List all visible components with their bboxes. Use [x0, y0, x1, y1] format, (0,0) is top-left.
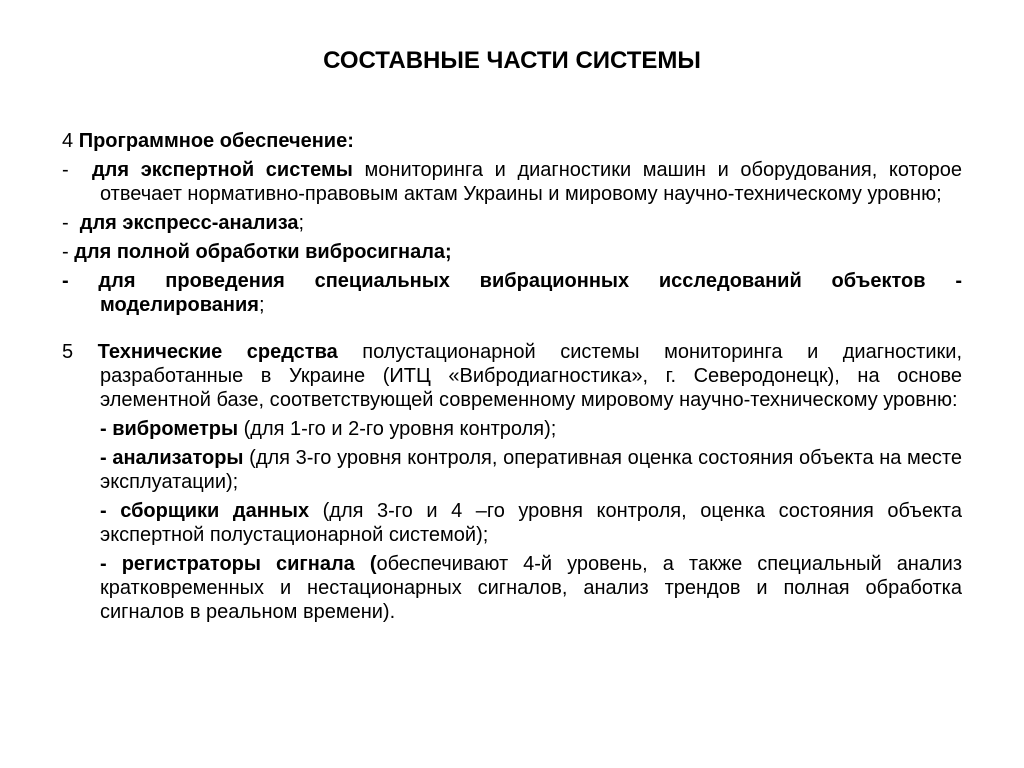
item-bold-text: - виброметры — [100, 418, 239, 440]
slide-title: СОСТАВНЫЕ ЧАСТИ СИСТЕМЫ — [323, 47, 701, 74]
slide-body — [62, 129, 962, 624]
list-item — [62, 211, 962, 235]
item-bold-text: - для проведения специальных вибрационных исследований объектов - моделирования — [62, 270, 962, 316]
list-item — [62, 269, 962, 317]
item-text: ; — [258, 294, 265, 316]
section-heading-text: Технические средства — [97, 341, 338, 363]
section-heading-text: Программное обеспечение: — [78, 130, 354, 152]
section-number: 4 — [62, 130, 79, 152]
item-bold-text: для экспресс-анализа — [79, 212, 299, 234]
bullet: - — [62, 241, 75, 263]
bullet: - — [62, 159, 92, 181]
item-bold-text: для полной обработки вибросигнала; — [74, 241, 452, 263]
item-text: мониторинга и диагностики машин и оборудования, которое отвечает нормативно-правовым актам Украины и мировому научно-техническому уровню; — [100, 159, 962, 205]
list-item — [62, 158, 962, 206]
item-text: обеспечивают 4-й уровень, а также специальный анализ кратковременных и нестационарных сигналов, анализ трендов и полная обработка сигналов в реальном времени). — [100, 553, 962, 623]
list-item — [100, 446, 962, 494]
item-bold-text: - анализаторы — [100, 447, 244, 469]
item-text: (для 3-го и 4 –го уровня контроля, оценка состояния объекта экспертной полустационарной системой); — [100, 500, 962, 546]
item-text: (для 1-го и 2-го уровня контроля); — [238, 418, 557, 440]
item-text: ; — [298, 212, 305, 234]
section-number: 5 — [62, 341, 98, 363]
item-bold-text: - регистраторы сигнала ( — [100, 553, 377, 575]
equipment-list — [62, 417, 962, 624]
list-item — [100, 552, 962, 624]
list-item — [100, 417, 962, 441]
section-5-paragraph — [62, 340, 962, 412]
list-item — [100, 499, 962, 547]
item-bold-text: - сборщики данных — [100, 500, 310, 522]
item-bold-text: для экспертной системы — [91, 159, 353, 181]
list-item — [62, 240, 962, 264]
section-4-heading — [62, 129, 962, 153]
section-text: полустационарной системы мониторинга и диагностики, разработанные в Украине (ИТЦ «Вибродиагностика», г. Северодонецк), на основе элементной базе, соответствующей современному мировому научно-техническому уровню: — [100, 341, 962, 411]
item-text: (для 3-го уровня контроля, оперативная оценка состояния объекта на месте эксплуатации); — [100, 447, 962, 493]
bullet: - — [62, 212, 80, 234]
